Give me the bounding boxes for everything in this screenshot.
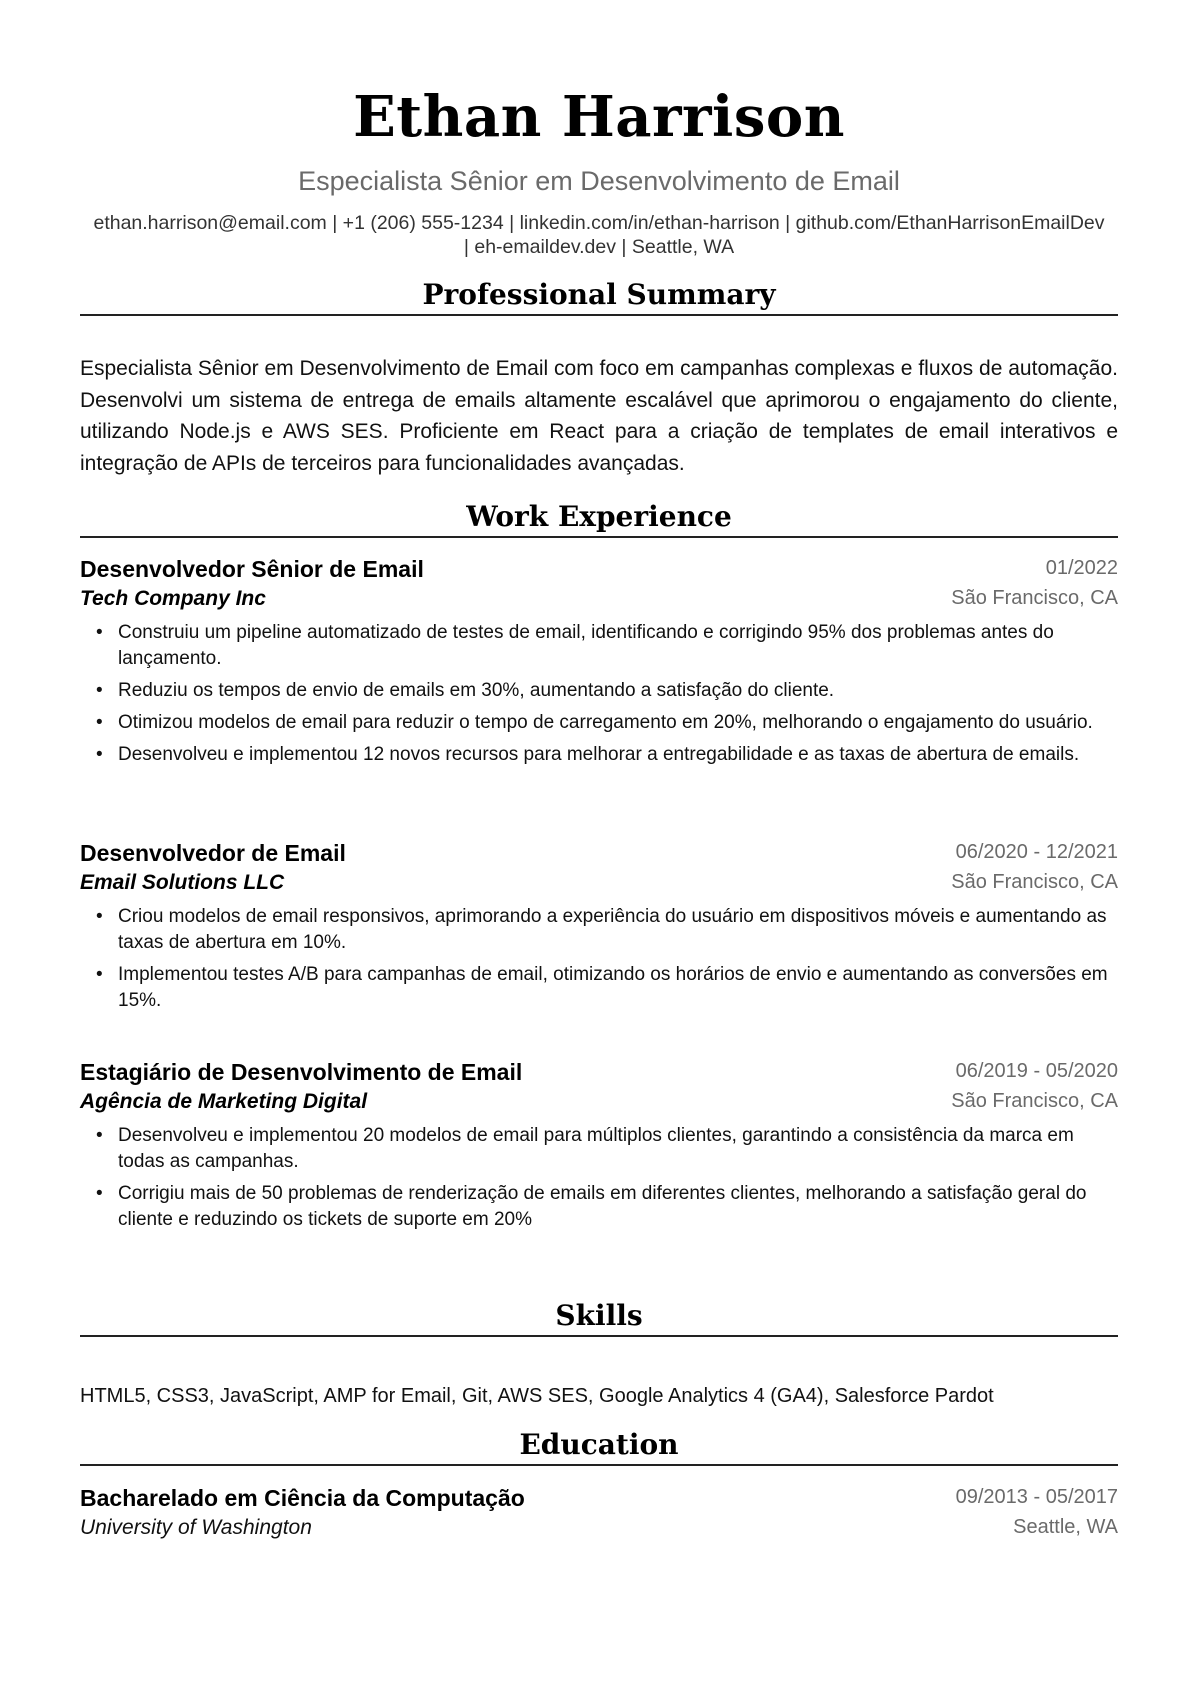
job-header: [80, 838, 1118, 896]
job-bullet: • Construiu um pipeline automatizado de testes de email, identificando e corrigindo 95% dos problemas antes do lançamento.: [80, 620, 1118, 672]
job-role: Desenvolvedor de Email: [80, 840, 346, 866]
education-location: Seattle, WA: [1013, 1516, 1118, 1538]
section-title-summary: Professional Summary: [422, 278, 776, 311]
job-role: Estagiário de Desenvolvimento de Email: [80, 1059, 523, 1085]
job-bullets: [80, 620, 1118, 768]
section-divider: [80, 1464, 1118, 1466]
job-bullet: • Corrigiu mais de 50 problemas de renderização de emails em diferentes clientes, melhorando a satisfação geral do cliente e reduzindo os tickets de suporte em 20%: [80, 1181, 1118, 1233]
education-entry: [80, 1483, 1118, 1541]
job-date: 01/2022: [1045, 557, 1118, 579]
job-company: Email Solutions LLC: [80, 871, 285, 894]
section-title-education: Education: [519, 1428, 679, 1461]
contact-line-2: | eh-emaildev.dev | Seattle, WA: [463, 236, 735, 258]
job-location: São Francisco, CA: [951, 587, 1118, 609]
skills-list: HTML5, CSS3, JavaScript, AMP for Email, Git, AWS SES, Google Analytics 4 (GA4), Salesforce Pardot: [80, 1385, 994, 1407]
job-bullets: [80, 904, 1118, 1014]
education-degree: Bacharelado em Ciência da Computação: [80, 1485, 525, 1511]
section-title-experience: Work Experience: [466, 500, 732, 533]
job-bullet: • Desenvolveu e implementou 12 novos recursos para melhorar a entregabilidade e as taxas de abertura de emails.: [80, 742, 1118, 768]
job-bullet: • Desenvolveu e implementou 20 modelos de email para múltiplos clientes, garantindo a consistência da marca em todas as campanhas.: [80, 1123, 1118, 1175]
job-bullet: • Reduziu os tempos de envio de emails em 30%, aumentando a satisfação do cliente.: [80, 678, 1118, 704]
job-bullet: • Criou modelos de email responsivos, aprimorando a experiência do usuário em dispositivos móveis e aumentando as taxas de abertura em 10%.: [80, 904, 1118, 956]
job-location: São Francisco, CA: [951, 1090, 1118, 1112]
job-location: São Francisco, CA: [951, 871, 1118, 893]
job-header: [80, 1057, 1118, 1115]
section-title-skills: Skills: [555, 1299, 643, 1332]
education-date: 09/2013 - 05/2017: [955, 1486, 1118, 1508]
job-entry: [80, 1057, 1118, 1239]
job-company: Agência de Marketing Digital: [80, 1090, 368, 1113]
job-bullet: • Otimizou modelos de email para reduzir o tempo de carregamento em 20%, melhorando o engajamento do usuário.: [80, 710, 1118, 736]
summary-text: Especialista Sênior em Desenvolvimento de Email com foco em campanhas complexas e fluxos de automação. Desenvolvi um sistema de entrega de emails altamente escalável que aprimorou o engajamento do cliente, utilizando Node.js e AWS SES. Proficiente em React para a criação de templates de email interativos e integração de APIs de terceiros para funcionalidades avançadas.: [80, 357, 1118, 475]
contact-info: [80, 211, 1118, 259]
candidate-title: Especialista Sênior em Desenvolvimento de Email: [298, 166, 900, 196]
education-header: [80, 1483, 1118, 1541]
job-bullets: [80, 1123, 1118, 1233]
job-date: 06/2020 - 12/2021: [955, 841, 1118, 863]
job-bullet: • Implementou testes A/B para campanhas de email, otimizando os horários de envio e aumentando as conversões em 15%.: [80, 962, 1118, 1014]
job-date: 06/2019 - 05/2020: [955, 1060, 1118, 1082]
section-divider: [80, 536, 1118, 538]
section-divider: [80, 314, 1118, 316]
job-entry: [80, 838, 1118, 1020]
education-school: University of Washington: [80, 1516, 312, 1539]
candidate-name: Ethan Harrison: [353, 84, 845, 150]
job-role: Desenvolvedor Sênior de Email: [80, 556, 424, 582]
job-company: Tech Company Inc: [80, 587, 266, 610]
contact-line-1: ethan.harrison@email.com | +1 (206) 555-1234 | linkedin.com/in/ethan-harrison | github.com/EthanHarrisonEmailDev: [93, 212, 1105, 234]
section-divider: [80, 1335, 1118, 1337]
job-header: [80, 554, 1118, 612]
job-entry: [80, 554, 1118, 774]
